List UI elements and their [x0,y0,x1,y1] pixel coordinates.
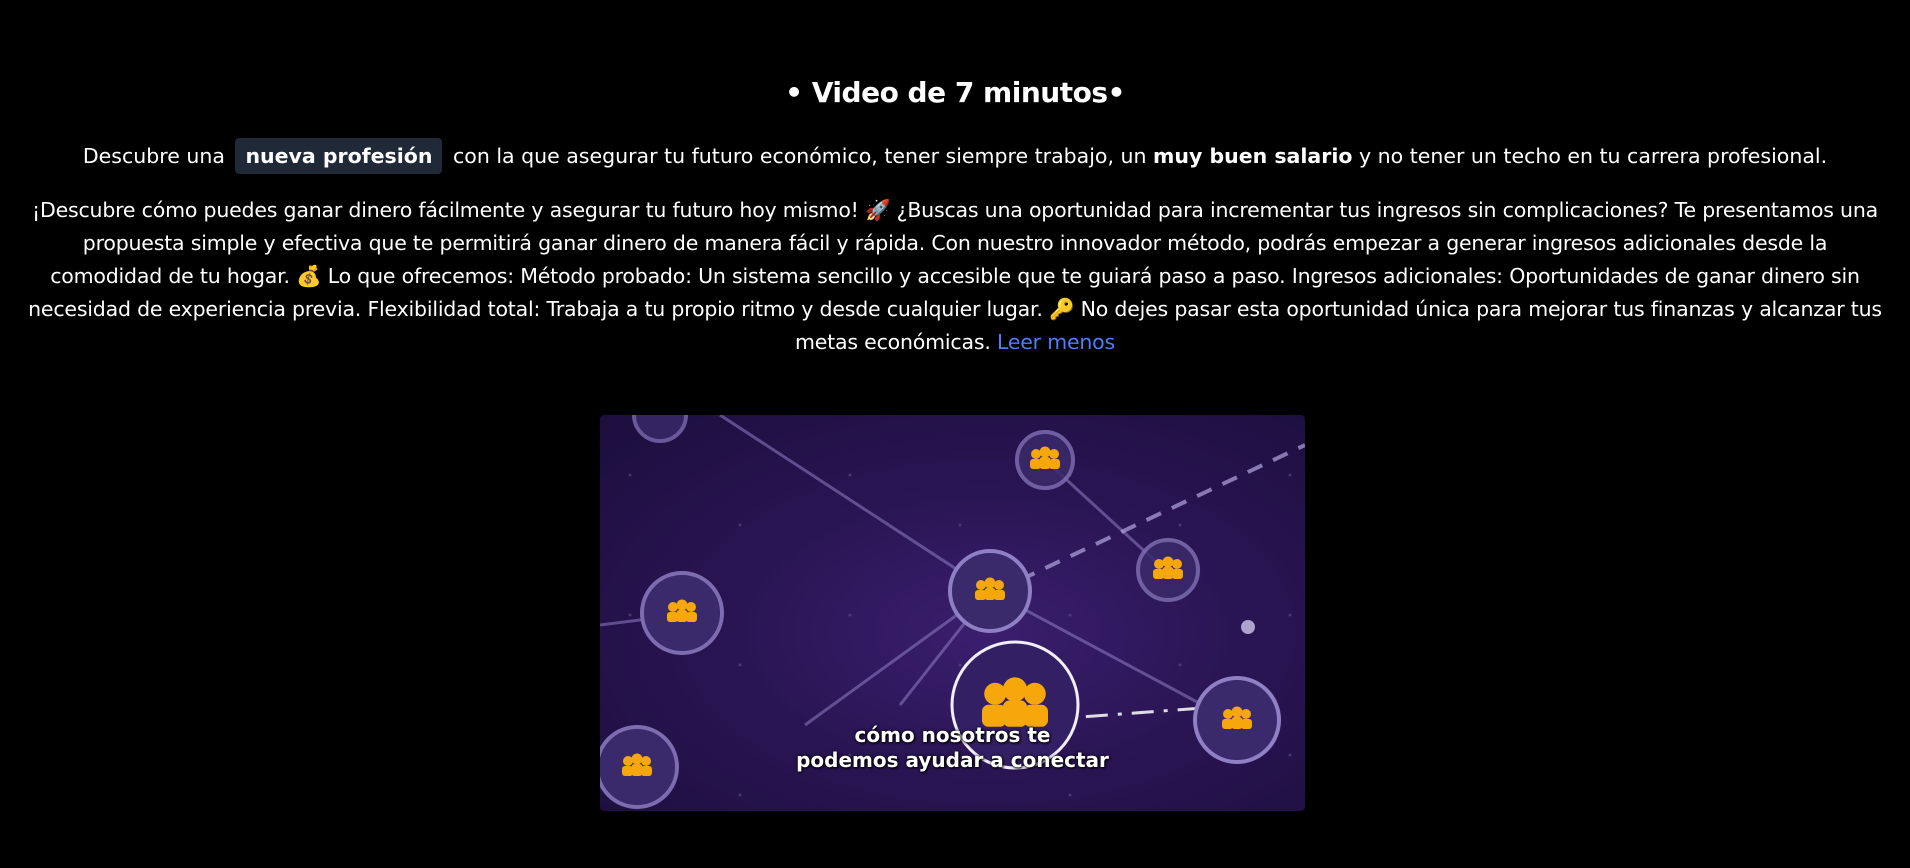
video-caption-line1: cómo nosotros te [854,723,1051,747]
highlight-chip: nueva profesión [235,138,442,174]
lead-text-before: Descubre una [82,144,225,168]
video-player[interactable] [600,415,1305,811]
lead-bold-text: muy buen salario [1153,144,1353,168]
network-node [642,573,722,653]
description-text: ¡Descubre cómo puedes ganar dinero fácilmente y asegurar tu futuro hoy mismo! 🚀 ¿Buscas una oportunidad para incrementar tus ingresos sin complicaciones? Te presentamos una propuesta simple y efectiva que te permitirá ganar dinero de manera fácil y rápida. Con nuestro innovador método, podrás empezar a generar ingresos adicionales desde la comodidad de tu hogar. 💰 Lo que ofrecemos: Método probado: Un sistema sencillo y accesible que te guiará paso a paso. Ingresos adicionales: Oportunidades de ganar dinero sin necesidad de experiencia previa. Flexibilidad total: Trabaja a tu propio ritmo y desde cualquier lugar. 🔑 No dejes pasar esta oportunidad única para mejorar tus finanzas y alcanzar tus metas económicas. [28,198,1882,354]
video-caption-line2: podemos ayudar a conectar [796,748,1109,772]
read-less-link[interactable]: Leer menos [996,330,1115,354]
network-node [1138,540,1198,600]
glow-dot [1241,620,1255,634]
network-node [950,551,1030,631]
lead-text-middle: con la que asegurar tu futuro económico, tener siempre trabajo, un [453,144,1147,168]
network-node [1017,432,1073,488]
lead-text-after: y no tener un techo en tu carrera profesional. [1359,144,1828,168]
lead-paragraph [0,138,1910,174]
section-title: • Video de 7 minutos• [785,76,1125,109]
description-paragraph [28,194,1882,359]
